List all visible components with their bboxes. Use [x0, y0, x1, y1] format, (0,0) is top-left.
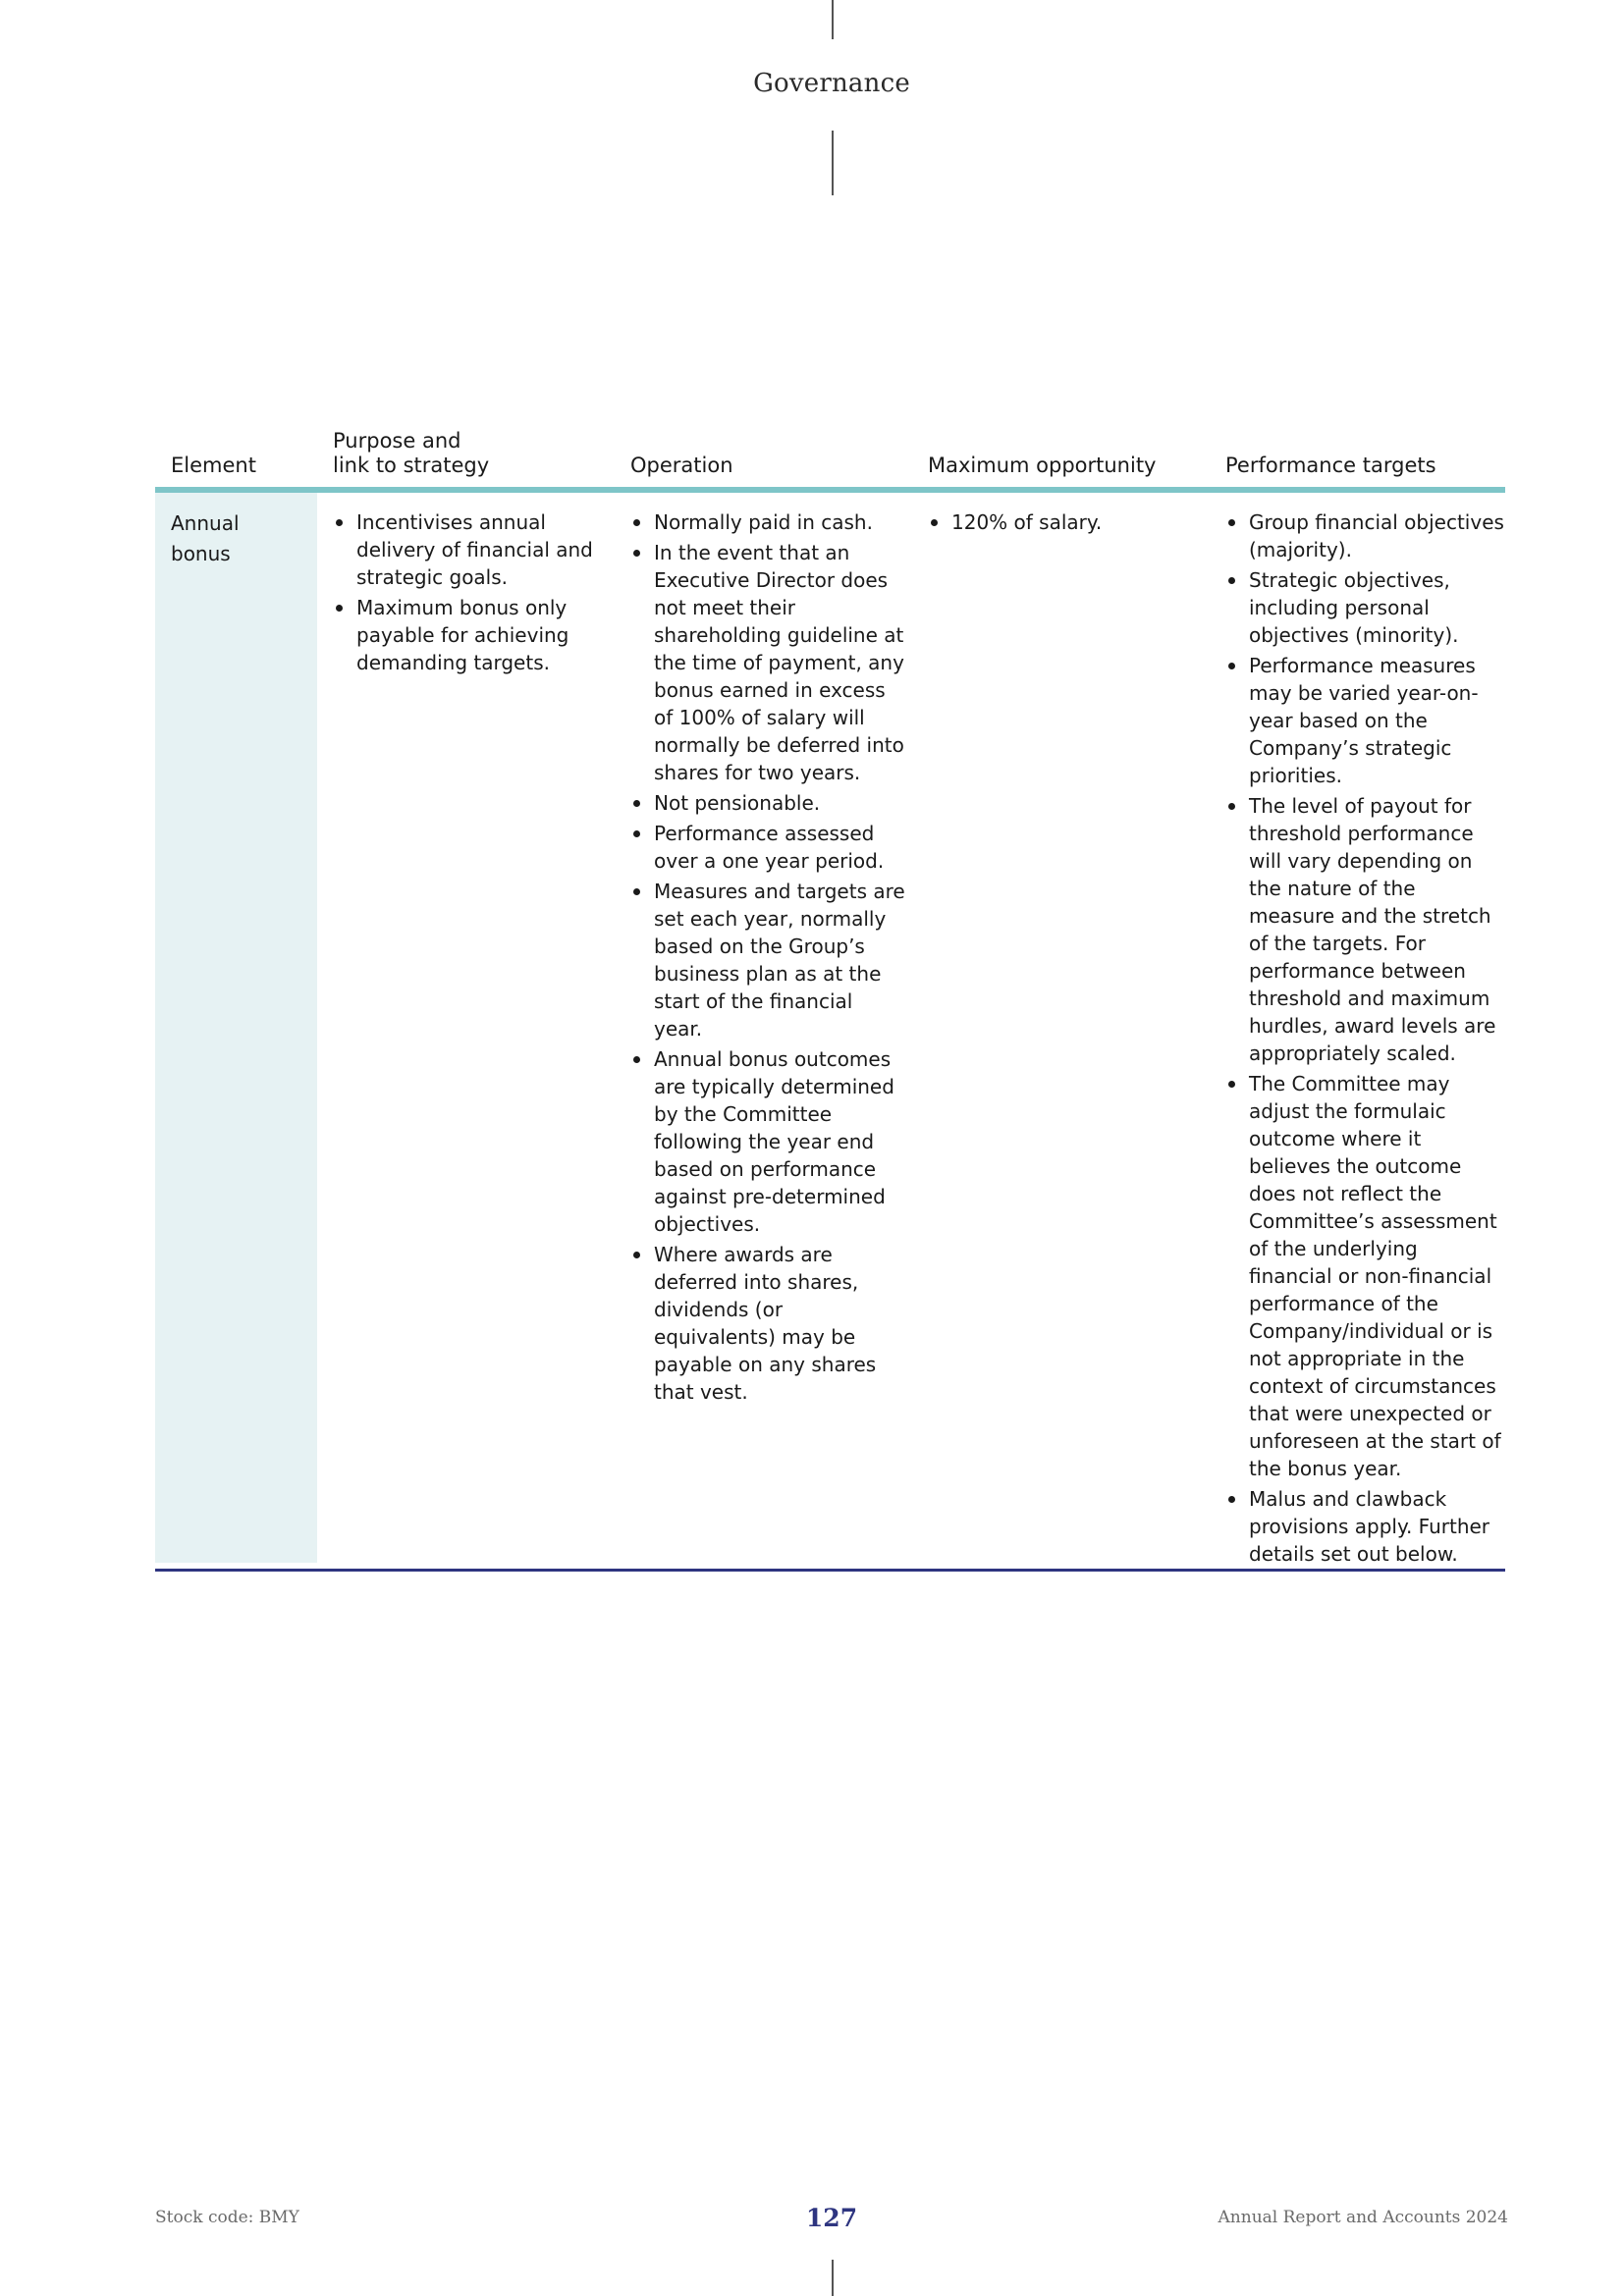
list-item: The level of payout for threshold performance will vary depending on the nature of the measure and the stretch of the targets. For performance between threshold and maximum hurdles, award levels are appropriately scaled.: [1225, 792, 1505, 1067]
maximum-opportunity-cell: [928, 508, 1203, 539]
element-label: [171, 508, 308, 569]
header-purpose-line1: Purpose and: [333, 429, 461, 453]
list-item: Annual bonus outcomes are typically determined by the Committee following the year end based on performance against pre-determined objectives.: [630, 1045, 905, 1238]
operation-list: [630, 508, 905, 1406]
list-item: Strategic objectives, including personal objectives (minority).: [1225, 566, 1505, 649]
list-item: The Committee may adjust the formulaic outcome where it believes the outcome does not reflect the Committee’s assessment of the underlying financial or non-financial performance of the Company/individual or is not appropriate in the context of circumstances that were unexpected or unforeseen at the start of the bonus year.: [1225, 1070, 1505, 1482]
list-item: Where awards are deferred into shares, dividends (or equivalents) may be payable on any shares that vest.: [630, 1241, 905, 1406]
page-number: 127: [805, 2204, 858, 2232]
table-header-row: [155, 428, 1505, 493]
header-maximum-opportunity: Maximum opportunity: [928, 454, 1157, 477]
policy-table: [155, 428, 1505, 1572]
list-item: Performance measures may be varied year-on-year based on the Company’s strategic priorities.: [1225, 652, 1505, 789]
element-label-line2: bonus: [171, 542, 231, 565]
element-cell: [155, 493, 317, 1563]
operation-cell: [630, 508, 905, 1409]
purpose-list: [333, 508, 603, 676]
header-performance-targets: Performance targets: [1225, 454, 1436, 477]
element-label-line1: Annual: [171, 511, 240, 535]
header-operation: Operation: [630, 454, 733, 477]
list-item: Maximum bonus only payable for achieving demanding targets.: [333, 594, 603, 676]
purpose-cell: [333, 508, 603, 679]
footer-report-title: Annual Report and Accounts 2024: [1218, 2208, 1508, 2227]
list-item: Performance assessed over a one year period.: [630, 820, 905, 875]
bottom-divider-line: [832, 2260, 834, 2296]
header-element: Element: [171, 454, 256, 477]
list-item: Not pensionable.: [630, 789, 905, 817]
list-item: Malus and clawback provisions apply. Further details set out below.: [1225, 1485, 1505, 1568]
performance-targets-cell: [1225, 508, 1505, 1571]
list-item: Measures and targets are set each year, normally based on the Group’s business plan as at the start of the financial year.: [630, 878, 905, 1042]
header-purpose-line2: link to strategy: [333, 454, 490, 477]
list-item: Normally paid in cash.: [630, 508, 905, 536]
title-divider-line: [832, 131, 834, 195]
maximum-opportunity-list: [928, 508, 1203, 536]
performance-targets-list: [1225, 508, 1505, 1568]
top-divider-line: [832, 0, 834, 39]
table-row-annual-bonus: [155, 493, 1505, 1572]
list-item: 120% of salary.: [928, 508, 1203, 536]
header-purpose: [333, 429, 489, 478]
footer-stock-code: Stock code: BMY: [155, 2208, 299, 2227]
list-item: Incentivises annual delivery of financial and strategic goals.: [333, 508, 603, 591]
list-item: In the event that an Executive Director does not meet their shareholding guideline at the time of payment, any bonus earned in excess of 100% of salary will normally be deferred into shares for two years.: [630, 539, 905, 786]
section-title: Governance: [753, 69, 910, 98]
list-item: Group financial objectives (majority).: [1225, 508, 1505, 563]
